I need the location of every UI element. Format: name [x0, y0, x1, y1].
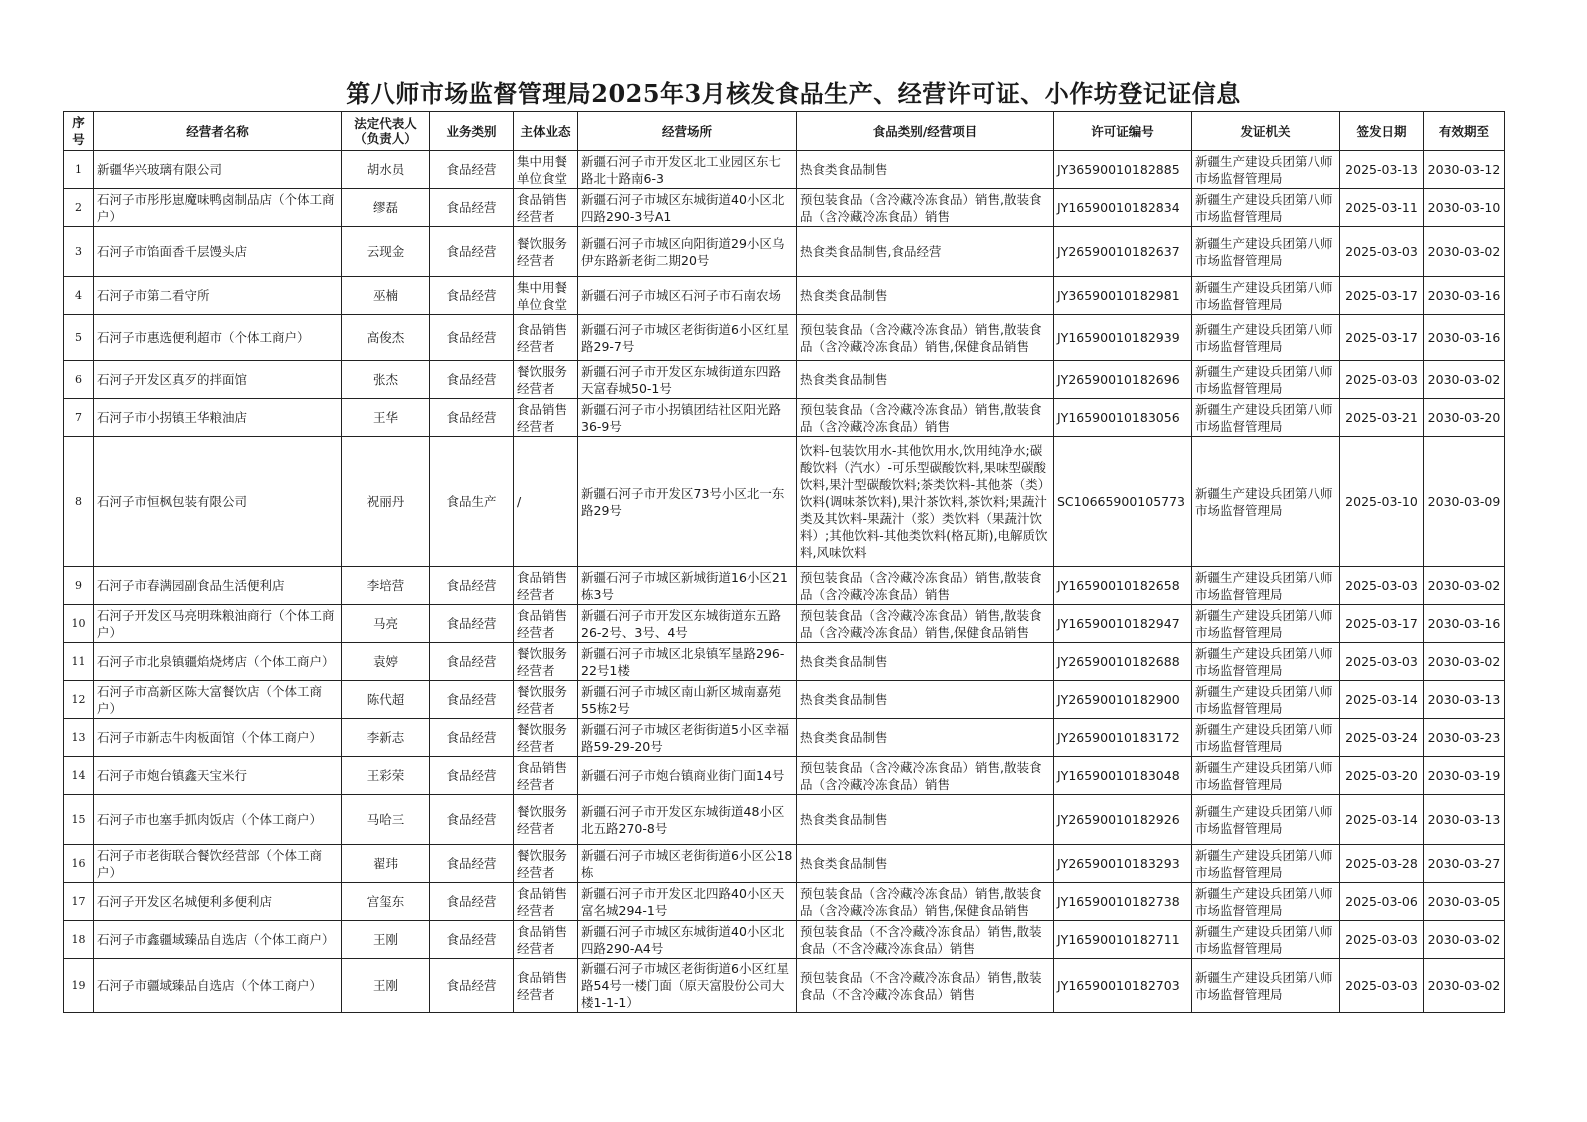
cell-seq: 10 [64, 605, 94, 643]
cell-form: / [514, 437, 578, 567]
cell-biz: 食品经营 [430, 719, 514, 757]
cell-issuer: 新疆生产建设兵团第八师市场监督管理局 [1192, 883, 1340, 921]
cell-seq: 7 [64, 399, 94, 437]
header-rep: 法定代表人 （负责人） [342, 112, 430, 151]
cell-issuer: 新疆生产建设兵团第八师市场监督管理局 [1192, 845, 1340, 883]
cell-date: 2025-03-20 [1340, 757, 1424, 795]
cell-items: 预包装食品（含冷藏冷冻食品）销售,散装食品（含冷藏冷冻食品）销售 [797, 399, 1054, 437]
cell-issuer: 新疆生产建设兵团第八师市场监督管理局 [1192, 399, 1340, 437]
cell-license: JY16590010182834 [1054, 189, 1192, 227]
cell-biz: 食品经营 [430, 681, 514, 719]
cell-expire: 2030-03-02 [1424, 959, 1505, 1013]
cell-form: 食品销售经营者 [514, 189, 578, 227]
cell-expire: 2030-03-02 [1424, 567, 1505, 605]
cell-expire: 2030-03-02 [1424, 227, 1505, 277]
cell-seq: 3 [64, 227, 94, 277]
cell-form: 食品销售经营者 [514, 757, 578, 795]
cell-form: 餐饮服务经营者 [514, 719, 578, 757]
cell-expire: 2030-03-16 [1424, 277, 1505, 315]
cell-expire: 2030-03-13 [1424, 681, 1505, 719]
cell-seq: 13 [64, 719, 94, 757]
cell-date: 2025-03-03 [1340, 959, 1424, 1013]
cell-form: 餐饮服务经营者 [514, 227, 578, 277]
cell-biz: 食品生产 [430, 437, 514, 567]
cell-items: 预包装食品（不含冷藏冷冻食品）销售,散装食品（不含冷藏冷冻食品）销售 [797, 959, 1054, 1013]
cell-license: JY36590010182981 [1054, 277, 1192, 315]
cell-date: 2025-03-03 [1340, 567, 1424, 605]
cell-form: 食品销售经营者 [514, 605, 578, 643]
cell-biz: 食品经营 [430, 883, 514, 921]
cell-license: SC10665900105773 [1054, 437, 1192, 567]
header-issuer: 发证机关 [1192, 112, 1340, 151]
cell-form: 餐饮服务经营者 [514, 643, 578, 681]
cell-addr: 新疆石河子市开发区东城街道东五路26-2号、3号、4号 [578, 605, 797, 643]
cell-items: 热食类食品制售 [797, 643, 1054, 681]
cell-rep: 祝丽丹 [342, 437, 430, 567]
header-expire: 有效期至 [1424, 112, 1505, 151]
cell-license: JY16590010183048 [1054, 757, 1192, 795]
cell-issuer: 新疆生产建设兵团第八师市场监督管理局 [1192, 315, 1340, 361]
page-title: 第八师市场监督管理局2025年3月核发食品生产、经营许可证、小作坊登记证信息 [346, 79, 1241, 108]
cell-issuer: 新疆生产建设兵团第八师市场监督管理局 [1192, 361, 1340, 399]
cell-expire: 2030-03-02 [1424, 643, 1505, 681]
cell-rep: 高俊杰 [342, 315, 430, 361]
cell-seq: 12 [64, 681, 94, 719]
cell-license: JY26590010182900 [1054, 681, 1192, 719]
cell-license: JY16590010182939 [1054, 315, 1192, 361]
cell-seq: 4 [64, 277, 94, 315]
cell-items: 热食类食品制售 [797, 845, 1054, 883]
cell-items: 热食类食品制售 [797, 719, 1054, 757]
cell-biz: 食品经营 [430, 921, 514, 959]
cell-rep: 张杰 [342, 361, 430, 399]
header-row [64, 112, 1505, 151]
cell-items: 热食类食品制售 [797, 151, 1054, 189]
table-row [64, 681, 1505, 719]
cell-issuer: 新疆生产建设兵团第八师市场监督管理局 [1192, 757, 1340, 795]
cell-biz: 食品经营 [430, 567, 514, 605]
table-row [64, 921, 1505, 959]
cell-form: 餐饮服务经营者 [514, 795, 578, 845]
cell-items: 预包装食品（不含冷藏冷冻食品）销售,散装食品（不含冷藏冷冻食品）销售 [797, 921, 1054, 959]
cell-rep: 王彩荣 [342, 757, 430, 795]
cell-biz: 食品经营 [430, 845, 514, 883]
cell-rep: 陈代超 [342, 681, 430, 719]
license-table [63, 111, 1505, 1013]
header-seq: 序号 [64, 112, 94, 151]
header-name: 经营者名称 [94, 112, 342, 151]
cell-name: 石河子市老街联合餐饮经营部（个体工商户） [94, 845, 342, 883]
cell-expire: 2030-03-27 [1424, 845, 1505, 883]
table-row [64, 845, 1505, 883]
cell-date: 2025-03-03 [1340, 227, 1424, 277]
cell-name: 石河子市炮台镇鑫天宝米行 [94, 757, 342, 795]
cell-items: 热食类食品制售 [797, 361, 1054, 399]
cell-license: JY26590010182696 [1054, 361, 1192, 399]
cell-form: 食品销售经营者 [514, 959, 578, 1013]
cell-issuer: 新疆生产建设兵团第八师市场监督管理局 [1192, 681, 1340, 719]
cell-name: 石河子市彤彤崽魔味鸭卤制品店（个体工商户） [94, 189, 342, 227]
cell-form: 食品销售经营者 [514, 921, 578, 959]
cell-addr: 新疆石河子市开发区北四路40小区天富名城294-1号 [578, 883, 797, 921]
cell-rep: 李新志 [342, 719, 430, 757]
cell-biz: 食品经营 [430, 757, 514, 795]
cell-addr: 新疆石河子市城区老街街道6小区公18栋 [578, 845, 797, 883]
cell-seq: 6 [64, 361, 94, 399]
cell-license: JY26590010183293 [1054, 845, 1192, 883]
cell-addr: 新疆石河子市城区石河子市石南农场 [578, 277, 797, 315]
cell-addr: 新疆石河子市城区北泉镇军垦路296-22号1楼 [578, 643, 797, 681]
cell-biz: 食品经营 [430, 605, 514, 643]
cell-form: 餐饮服务经营者 [514, 361, 578, 399]
cell-name: 石河子市小拐镇王华粮油店 [94, 399, 342, 437]
cell-rep: 王华 [342, 399, 430, 437]
cell-name: 新疆华兴玻璃有限公司 [94, 151, 342, 189]
header-addr: 经营场所 [578, 112, 797, 151]
cell-biz: 食品经营 [430, 361, 514, 399]
cell-seq: 18 [64, 921, 94, 959]
cell-items: 预包装食品（含冷藏冷冻食品）销售,散装食品（含冷藏冷冻食品）销售 [797, 189, 1054, 227]
cell-seq: 11 [64, 643, 94, 681]
cell-expire: 2030-03-10 [1424, 189, 1505, 227]
cell-addr: 新疆石河子市小拐镇团结社区阳光路36-9号 [578, 399, 797, 437]
cell-issuer: 新疆生产建设兵团第八师市场监督管理局 [1192, 605, 1340, 643]
cell-license: JY26590010182637 [1054, 227, 1192, 277]
cell-addr: 新疆石河子市城区老街街道5小区幸福路59-29-20号 [578, 719, 797, 757]
cell-date: 2025-03-03 [1340, 643, 1424, 681]
cell-form: 食品销售经营者 [514, 567, 578, 605]
cell-rep: 王刚 [342, 959, 430, 1013]
table-row [64, 883, 1505, 921]
cell-biz: 食品经营 [430, 277, 514, 315]
cell-rep: 巫楠 [342, 277, 430, 315]
cell-expire: 2030-03-23 [1424, 719, 1505, 757]
cell-name: 石河子开发区名城便利多便利店 [94, 883, 342, 921]
cell-form: 餐饮服务经营者 [514, 681, 578, 719]
cell-items: 预包装食品（含冷藏冷冻食品）销售,散装食品（含冷藏冷冻食品）销售 [797, 757, 1054, 795]
cell-seq: 19 [64, 959, 94, 1013]
cell-addr: 新疆石河子市城区向阳街道29小区乌伊东路新老街二期20号 [578, 227, 797, 277]
header-form: 主体业态 [514, 112, 578, 151]
cell-date: 2025-03-13 [1340, 151, 1424, 189]
cell-name: 石河子市鑫疆域臻品自选店（个体工商户） [94, 921, 342, 959]
cell-items: 预包装食品（含冷藏冷冻食品）销售,散装食品（含冷藏冷冻食品）销售 [797, 567, 1054, 605]
cell-form: 集中用餐单位食堂 [514, 151, 578, 189]
cell-expire: 2030-03-16 [1424, 605, 1505, 643]
cell-name: 石河子市新志牛肉板面馆（个体工商户） [94, 719, 342, 757]
table-row [64, 315, 1505, 361]
cell-addr: 新疆石河子市开发区东城街道东四路天富春城50-1号 [578, 361, 797, 399]
cell-addr: 新疆石河子市开发区73号小区北一东路29号 [578, 437, 797, 567]
cell-name: 石河子市春满园副食品生活便利店 [94, 567, 342, 605]
cell-form: 集中用餐单位食堂 [514, 277, 578, 315]
cell-expire: 2030-03-20 [1424, 399, 1505, 437]
cell-form: 食品销售经营者 [514, 315, 578, 361]
header-items: 食品类别/经营项目 [797, 112, 1054, 151]
cell-items: 热食类食品制售,食品经营 [797, 227, 1054, 277]
cell-seq: 14 [64, 757, 94, 795]
cell-rep: 王刚 [342, 921, 430, 959]
table-row [64, 227, 1505, 277]
cell-seq: 16 [64, 845, 94, 883]
cell-biz: 食品经营 [430, 399, 514, 437]
cell-license: JY26590010183172 [1054, 719, 1192, 757]
cell-issuer: 新疆生产建设兵团第八师市场监督管理局 [1192, 151, 1340, 189]
table-row [64, 795, 1505, 845]
cell-expire: 2030-03-12 [1424, 151, 1505, 189]
cell-biz: 食品经营 [430, 151, 514, 189]
cell-addr: 新疆石河子市城区老街街道6小区红星路29-7号 [578, 315, 797, 361]
table-row [64, 757, 1505, 795]
cell-date: 2025-03-03 [1340, 361, 1424, 399]
cell-date: 2025-03-17 [1340, 277, 1424, 315]
cell-rep: 马哈三 [342, 795, 430, 845]
cell-addr: 新疆石河子市城区老街街道6小区红星路54号一楼门面（原天富股份公司大楼1-1-1） [578, 959, 797, 1013]
cell-name: 石河子市也塞手抓肉饭店（个体工商户） [94, 795, 342, 845]
cell-name: 石河子市北泉镇疆焰烧烤店（个体工商户） [94, 643, 342, 681]
cell-license: JY16590010182738 [1054, 883, 1192, 921]
cell-issuer: 新疆生产建设兵团第八师市场监督管理局 [1192, 567, 1340, 605]
cell-items: 热食类食品制售 [797, 277, 1054, 315]
cell-seq: 5 [64, 315, 94, 361]
cell-items: 热食类食品制售 [797, 681, 1054, 719]
cell-date: 2025-03-11 [1340, 189, 1424, 227]
cell-date: 2025-03-24 [1340, 719, 1424, 757]
cell-issuer: 新疆生产建设兵团第八师市场监督管理局 [1192, 227, 1340, 277]
cell-date: 2025-03-06 [1340, 883, 1424, 921]
cell-name: 石河子市恒枫包装有限公司 [94, 437, 342, 567]
cell-name: 石河子市第二看守所 [94, 277, 342, 315]
cell-rep: 胡水员 [342, 151, 430, 189]
cell-date: 2025-03-28 [1340, 845, 1424, 883]
table-row [64, 437, 1505, 567]
table-row [64, 399, 1505, 437]
cell-rep: 宫玺东 [342, 883, 430, 921]
cell-date: 2025-03-03 [1340, 921, 1424, 959]
cell-issuer: 新疆生产建设兵团第八师市场监督管理局 [1192, 643, 1340, 681]
cell-seq: 15 [64, 795, 94, 845]
cell-biz: 食品经营 [430, 959, 514, 1013]
cell-date: 2025-03-17 [1340, 315, 1424, 361]
cell-biz: 食品经营 [430, 795, 514, 845]
cell-seq: 9 [64, 567, 94, 605]
cell-addr: 新疆石河子市城区东城街道40小区北四路290-3号A1 [578, 189, 797, 227]
cell-rep: 马亮 [342, 605, 430, 643]
cell-form: 餐饮服务经营者 [514, 845, 578, 883]
cell-rep: 翟玮 [342, 845, 430, 883]
cell-name: 石河子市馅面香千层馒头店 [94, 227, 342, 277]
table-row [64, 605, 1505, 643]
cell-expire: 2030-03-02 [1424, 921, 1505, 959]
header-biz: 业务类别 [430, 112, 514, 151]
cell-addr: 新疆石河子市城区南山新区城南嘉苑55栋2号 [578, 681, 797, 719]
cell-rep: 李培营 [342, 567, 430, 605]
cell-name: 石河子开发区真歹的拌面馆 [94, 361, 342, 399]
cell-name: 石河子市疆域臻品自选店（个体工商户） [94, 959, 342, 1013]
table-row [64, 361, 1505, 399]
cell-expire: 2030-03-05 [1424, 883, 1505, 921]
cell-seq: 17 [64, 883, 94, 921]
cell-issuer: 新疆生产建设兵团第八师市场监督管理局 [1192, 795, 1340, 845]
cell-issuer: 新疆生产建设兵团第八师市场监督管理局 [1192, 277, 1340, 315]
cell-name: 石河子市惠选便利超市（个体工商户） [94, 315, 342, 361]
cell-license: JY26590010182926 [1054, 795, 1192, 845]
table-row [64, 189, 1505, 227]
cell-expire: 2030-03-19 [1424, 757, 1505, 795]
table-row [64, 643, 1505, 681]
table-row [64, 567, 1505, 605]
cell-rep: 缪磊 [342, 189, 430, 227]
cell-items: 饮料-包装饮用水-其他饮用水,饮用纯净水;碳酸饮料（汽水）-可乐型碳酸饮料,果味型碳酸饮料,果汁型碳酸饮料;茶类饮料-其他茶（类）饮料(调味茶饮料),果汁茶饮料,茶饮料;果蔬汁类及其饮料-果蔬汁（浆）类饮料（果蔬汁饮料）;其他饮料-其他类饮料(格瓦斯),电解质饮料,风味饮料 [797, 437, 1054, 567]
cell-name: 石河子市高新区陈大富餐饮店（个体工商户） [94, 681, 342, 719]
cell-addr: 新疆石河子市开发区北工业园区东七路北十路南6-3 [578, 151, 797, 189]
cell-biz: 食品经营 [430, 315, 514, 361]
cell-items: 预包装食品（含冷藏冷冻食品）销售,散装食品（含冷藏冷冻食品）销售,保健食品销售 [797, 883, 1054, 921]
cell-addr: 新疆石河子市城区东城街道40小区北四路290-A4号 [578, 921, 797, 959]
cell-addr: 新疆石河子市开发区东城街道48小区北五路270-8号 [578, 795, 797, 845]
table-row [64, 151, 1505, 189]
cell-license: JY16590010182711 [1054, 921, 1192, 959]
cell-date: 2025-03-10 [1340, 437, 1424, 567]
cell-rep: 袁婷 [342, 643, 430, 681]
cell-license: JY36590010182885 [1054, 151, 1192, 189]
cell-addr: 新疆石河子市城区新城街道16小区21栋3号 [578, 567, 797, 605]
cell-items: 预包装食品（含冷藏冷冻食品）销售,散装食品（含冷藏冷冻食品）销售,保健食品销售 [797, 605, 1054, 643]
cell-biz: 食品经营 [430, 189, 514, 227]
cell-biz: 食品经营 [430, 227, 514, 277]
cell-date: 2025-03-14 [1340, 681, 1424, 719]
cell-items: 热食类食品制售 [797, 795, 1054, 845]
cell-biz: 食品经营 [430, 643, 514, 681]
cell-license: JY16590010182658 [1054, 567, 1192, 605]
cell-seq: 2 [64, 189, 94, 227]
cell-addr: 新疆石河子市炮台镇商业街门面14号 [578, 757, 797, 795]
cell-license: JY16590010182947 [1054, 605, 1192, 643]
cell-issuer: 新疆生产建设兵团第八师市场监督管理局 [1192, 437, 1340, 567]
table-row [64, 277, 1505, 315]
cell-issuer: 新疆生产建设兵团第八师市场监督管理局 [1192, 959, 1340, 1013]
cell-date: 2025-03-17 [1340, 605, 1424, 643]
table-row [64, 959, 1505, 1013]
cell-expire: 2030-03-09 [1424, 437, 1505, 567]
cell-seq: 8 [64, 437, 94, 567]
cell-expire: 2030-03-02 [1424, 361, 1505, 399]
cell-items: 预包装食品（含冷藏冷冻食品）销售,散装食品（含冷藏冷冻食品）销售,保健食品销售 [797, 315, 1054, 361]
cell-seq: 1 [64, 151, 94, 189]
cell-issuer: 新疆生产建设兵团第八师市场监督管理局 [1192, 189, 1340, 227]
header-license: 许可证编号 [1054, 112, 1192, 151]
cell-expire: 2030-03-13 [1424, 795, 1505, 845]
cell-form: 食品销售经营者 [514, 883, 578, 921]
cell-date: 2025-03-14 [1340, 795, 1424, 845]
header-date: 签发日期 [1340, 112, 1424, 151]
cell-form: 食品销售经营者 [514, 399, 578, 437]
cell-license: JY26590010182688 [1054, 643, 1192, 681]
cell-expire: 2030-03-16 [1424, 315, 1505, 361]
table-row [64, 719, 1505, 757]
cell-rep: 云现金 [342, 227, 430, 277]
cell-license: JY16590010182703 [1054, 959, 1192, 1013]
cell-date: 2025-03-21 [1340, 399, 1424, 437]
cell-license: JY16590010183056 [1054, 399, 1192, 437]
cell-issuer: 新疆生产建设兵团第八师市场监督管理局 [1192, 921, 1340, 959]
cell-issuer: 新疆生产建设兵团第八师市场监督管理局 [1192, 719, 1340, 757]
cell-name: 石河子开发区马亮明珠粮油商行（个体工商户） [94, 605, 342, 643]
